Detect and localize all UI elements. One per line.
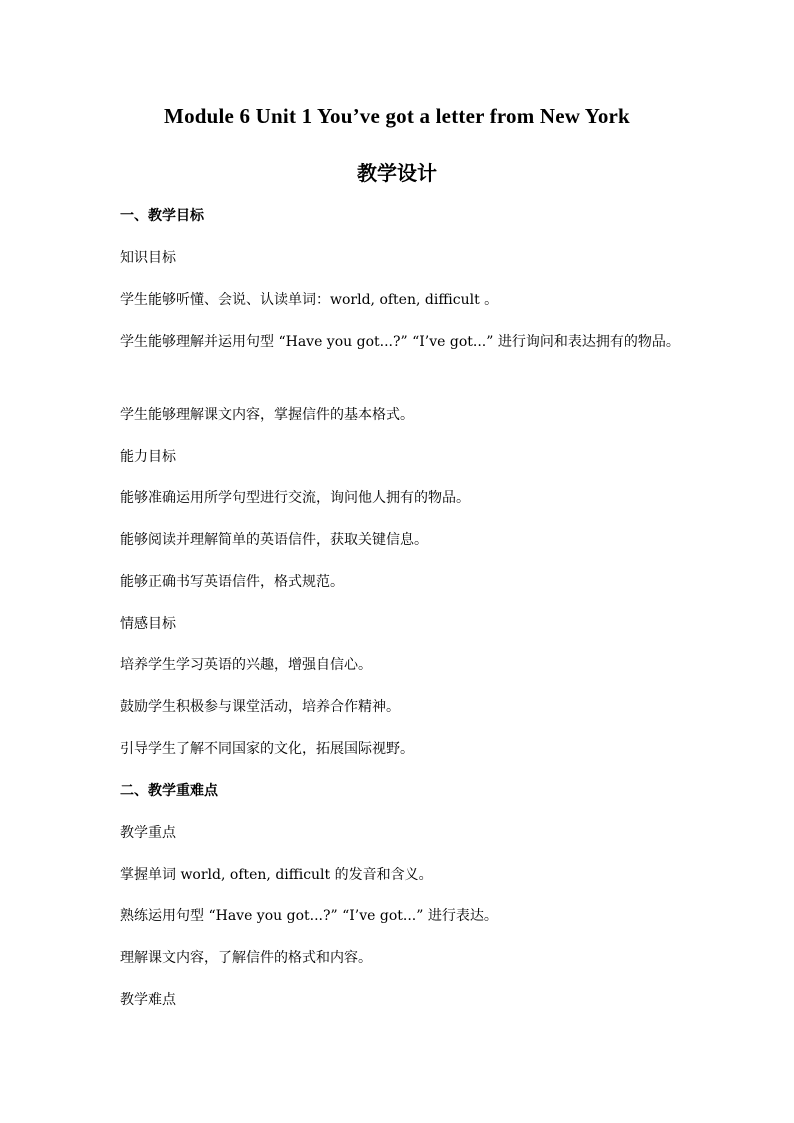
ability-item-3: 能够正确书写英语信件，格式规范。: [120, 574, 344, 590]
key-points-heading: 教学重点: [120, 825, 176, 841]
document-subtitle: 教学设计: [357, 161, 437, 185]
emotion-item-1: 培养学生学习英语的兴趣，增强自信心。: [120, 657, 372, 673]
knowledge-item-1: 学生能够听懂、会说、认读单词：world, often, difficult 。: [120, 292, 499, 308]
document-title: Module 6 Unit 1 You’ve got a letter from New York: [164, 104, 630, 128]
key-point-1: 掌握单词 world, often, difficult 的发音和含义。: [120, 867, 433, 883]
difficult-points-heading: 教学难点: [120, 992, 176, 1008]
emotion-item-2: 鼓励学生积极参与课堂活动，培养合作精神。: [120, 699, 400, 715]
key-point-3: 理解课文内容，了解信件的格式和内容。: [120, 950, 372, 966]
knowledge-item-3: 学生能够理解课文内容，掌握信件的基本格式。: [120, 407, 414, 423]
key-point-2: 熟练运用句型 “Have you got...?” “I’ve got...” 进行表达。: [120, 908, 498, 924]
ability-item-1: 能够准确运用所学句型进行交流，询问他人拥有的物品。: [120, 490, 470, 506]
emotion-heading: 情感目标: [120, 616, 176, 632]
knowledge-heading: 知识目标: [120, 250, 176, 266]
section2-heading: 二、教学重难点: [120, 783, 218, 799]
emotion-item-3: 引导学生了解不同国家的文化，拓展国际视野。: [120, 741, 414, 757]
ability-heading: 能力目标: [120, 449, 176, 465]
section1-heading: 一、教学目标: [120, 208, 204, 224]
knowledge-item-2: 学生能够理解并运用句型 “Have you got...?” “I’ve got...” 进行询问和表达拥有的物品。: [120, 334, 680, 350]
ability-item-2: 能够阅读并理解简单的英语信件，获取关键信息。: [120, 532, 428, 548]
